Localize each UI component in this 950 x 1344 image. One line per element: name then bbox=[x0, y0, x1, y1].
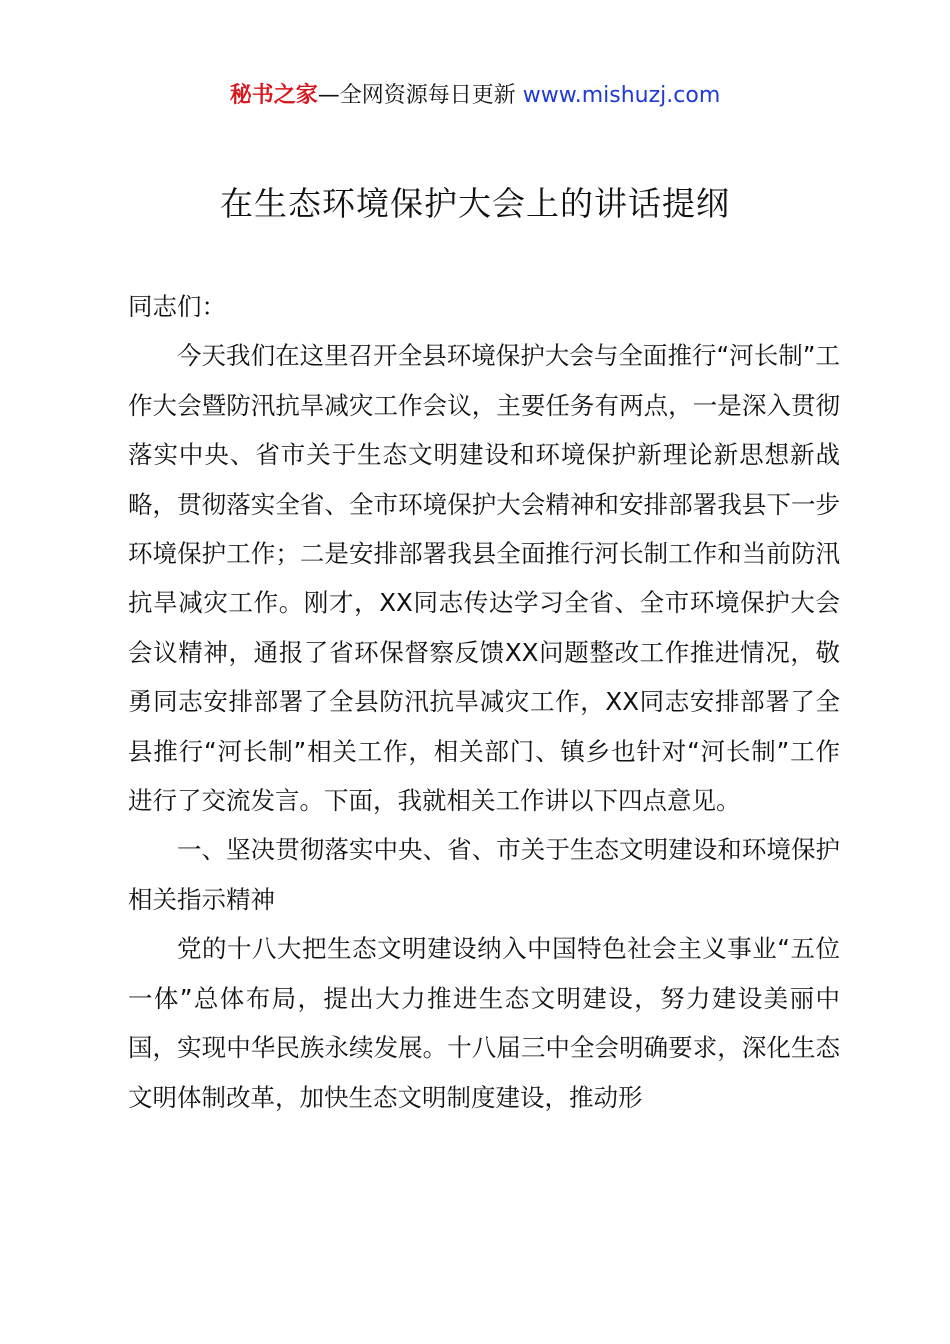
section-heading: 一、坚决贯彻落实中央、省、市关于生态文明建设和环境保护相关指示精神 bbox=[128, 835, 840, 914]
site-header bbox=[0, 80, 950, 112]
site-tagline: —全网资源每日更新 bbox=[317, 83, 523, 108]
body-paragraph: 党的十八大把生态文明建设纳入中国特色社会主义事业“五位一体”总体布局，提出大力推进生态文明建设，努力建设美丽中国，实现中华民族永续发展。十八届三中全会明确要求，深化生态文明体制改革，加快生态文明制度建设，推动形 bbox=[128, 934, 840, 1112]
body-paragraph: 今天我们在这里召开全县环境保护大会与全面推行“河长制”工作大会暨防汛抗旱减灾工作会议，主要任务有两点，一是深入贯彻落实中央、省市关于生态文明建设和环境保护新理论新思想新战略，贯彻落实全省、全市环境保护大会精神和安排部署我县下一步环境保护工作；二是安排部署我县全面推行河长制工作和当前防汛抗旱减灾工作。刚才，XX同志传达学习全省、全市环境保护大会会议精神，通报了省环保督察反馈XX问题整改工作推进情况，敬勇同志安排部署了全县防汛抗旱减灾工作，XX同志安排部署了全县推行“河长制”相关工作，相关部门、镇乡也针对“河长制”工作进行了交流发言。下面，我就相关工作讲以下四点意见。 bbox=[128, 341, 840, 816]
document-body bbox=[128, 282, 840, 1122]
salutation: 同志们： bbox=[128, 292, 226, 321]
site-brand: 秘书之家 bbox=[229, 83, 318, 108]
site-url-link[interactable]: www.mishuzj.com bbox=[522, 83, 721, 108]
document-title: 在生态环境保护大会上的讲话提纲 bbox=[220, 184, 730, 223]
